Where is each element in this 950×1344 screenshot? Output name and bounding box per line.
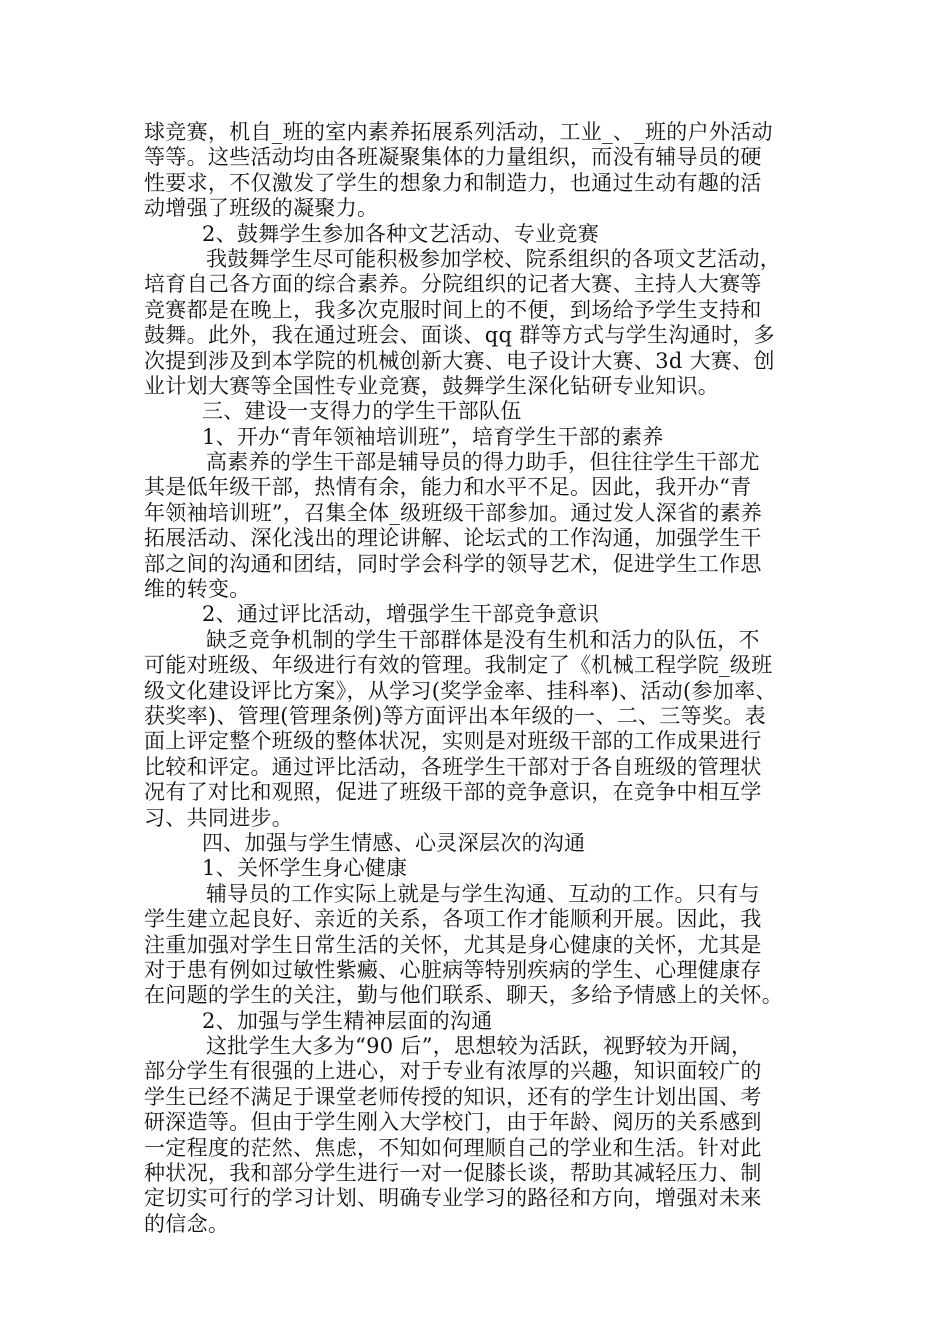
paragraph-line: 鼓舞。此外，我在通过班会、面谈、qq 群等方式与学生沟通时，多 [144,323,775,348]
paragraph-line: 缺乏竞争机制的学生干部群体是没有生机和活力的队伍，不 [206,627,760,652]
paragraph-line: 在问题的学生的关注，勤与他们联系、聊天，多给予情感上的关怀。 [144,983,783,1008]
paragraph-line: 定切实可行的学习计划、明确专业学习的路径和方向，增强对未来 [144,1186,762,1211]
paragraph-line: 维的转变。 [144,577,251,602]
paragraph-line: 动增强了班级的凝聚力。 [144,196,379,221]
paragraph-line: 注重加强对学生日常生活的关怀，尤其是身心健康的关怀，尤其是 [144,932,762,957]
section-heading-line: 2、加强与学生精神层面的沟通 [202,1008,493,1033]
paragraph-line: 部分学生有很强的上进心，对于专业有浓厚的兴趣，知识面较广的 [144,1059,762,1084]
document-page [144,120,824,1237]
paragraph-line: 学生建立起良好、亲近的关系，各项工作才能顺利开展。因此，我 [144,907,762,932]
paragraph-line: 的信念。 [144,1211,230,1236]
paragraph-line: 培育自己各方面的综合素养。分院组织的记者大赛、主持人大赛等 [144,272,762,297]
paragraph-line: 种状况，我和部分学生进行一对一促膝长谈，帮助其减轻压力、制 [144,1161,762,1186]
paragraph-line: 其是低年级干部，热情有余，能力和水平不足。因此，我开办“青 [144,475,752,500]
section-heading-line: 四、加强与学生情感、心灵深层次的沟通 [202,830,586,855]
paragraph-line: 研深造等。但由于学生刚入大学校门，由于年龄、阅历的关系感到 [144,1110,762,1135]
section-heading-line: 1、关怀学生身心健康 [202,856,408,881]
paragraph-line: 性要求，不仅激发了学生的想象力和制造力，也通过生动有趣的活 [144,170,762,195]
paragraph-line: 竞赛都是在晚上，我多次克服时间上的不便，到场给予学生支持和 [144,297,762,322]
paragraph-line: 这批学生大多为“90 后”，思想较为活跃，视野较为开阔， [206,1034,753,1059]
paragraph-line: 次提到涉及到本学院的机械创新大赛、电子设计大赛、3d 大赛、创 [144,348,775,373]
paragraph-line: 一定程度的茫然、焦虑，不知如何理顺自己的学业和生活。针对此 [144,1135,762,1160]
paragraph-line: 比较和评定。通过评比活动，各班学生干部对于各自班级的管理状 [144,754,762,779]
section-heading-line: 三、建设一支得力的学生干部队伍 [202,399,522,424]
paragraph-line: 高素养的学生干部是辅导员的得力助手，但往往学生干部尤 [206,450,760,475]
paragraph-line: 辅导员的工作实际上就是与学生沟通、互动的工作。只有与 [206,881,760,906]
paragraph-line: 习、共同进步。 [144,805,294,830]
paragraph-line: 业计划大赛等全国性专业竞赛，鼓舞学生深化钻研专业知识。 [144,373,720,398]
paragraph-line: 拓展活动、深化浅出的理论讲解、论坛式的工作沟通，加强学生干 [144,526,762,551]
paragraph-line: 等等。这些活动均由各班凝聚集体的力量组织，而没有辅导员的硬 [144,145,762,170]
paragraph-line: 对于患有例如过敏性紫癜、心脏病等特别疾病的学生、心理健康存 [144,957,762,982]
paragraph-line: 我鼓舞学生尽可能积极参加学校、院系组织的各项文艺活动， [206,246,782,271]
paragraph-line: 况有了对比和观照，促进了班级干部的竞争意识，在竞争中相互学 [144,780,762,805]
section-heading-line: 2、鼓舞学生参加各种文艺活动、专业竞赛 [202,221,600,246]
paragraph-line: 学生已经不满足于课堂老师传授的知识，还有的学生计划出国、考 [144,1084,762,1109]
paragraph-line: 年领袖培训班”，召集全体_级班级干部参加。通过发人深省的素养 [144,500,763,525]
section-heading-line: 2、通过评比活动，增强学生干部竞争意识 [202,602,600,627]
paragraph-line: 球竞赛，机自_班的室内素养拓展系列活动，工业_、_班的户外活动 [144,120,773,144]
paragraph-line: 面上评定整个班级的整体状况，实则是对班级干部的工作成果进行 [144,729,762,754]
section-heading-line: 1、开办“青年领袖培训班”，培育学生干部的素养 [202,424,664,449]
paragraph-line: 获奖率)、管理(管理条例)等方面评出本年级的一、二、三等奖。表 [144,703,766,728]
paragraph-line: 可能对班级、年级进行有效的管理。我制定了《机械工程学院_级班 [144,653,773,678]
paragraph-line: 级文化建设评比方案》，从学习(奖学金率、挂科率)、活动(参加率、 [144,678,777,703]
paragraph-line: 部之间的沟通和团结，同时学会科学的领导艺术，促进学生工作思 [144,551,762,576]
